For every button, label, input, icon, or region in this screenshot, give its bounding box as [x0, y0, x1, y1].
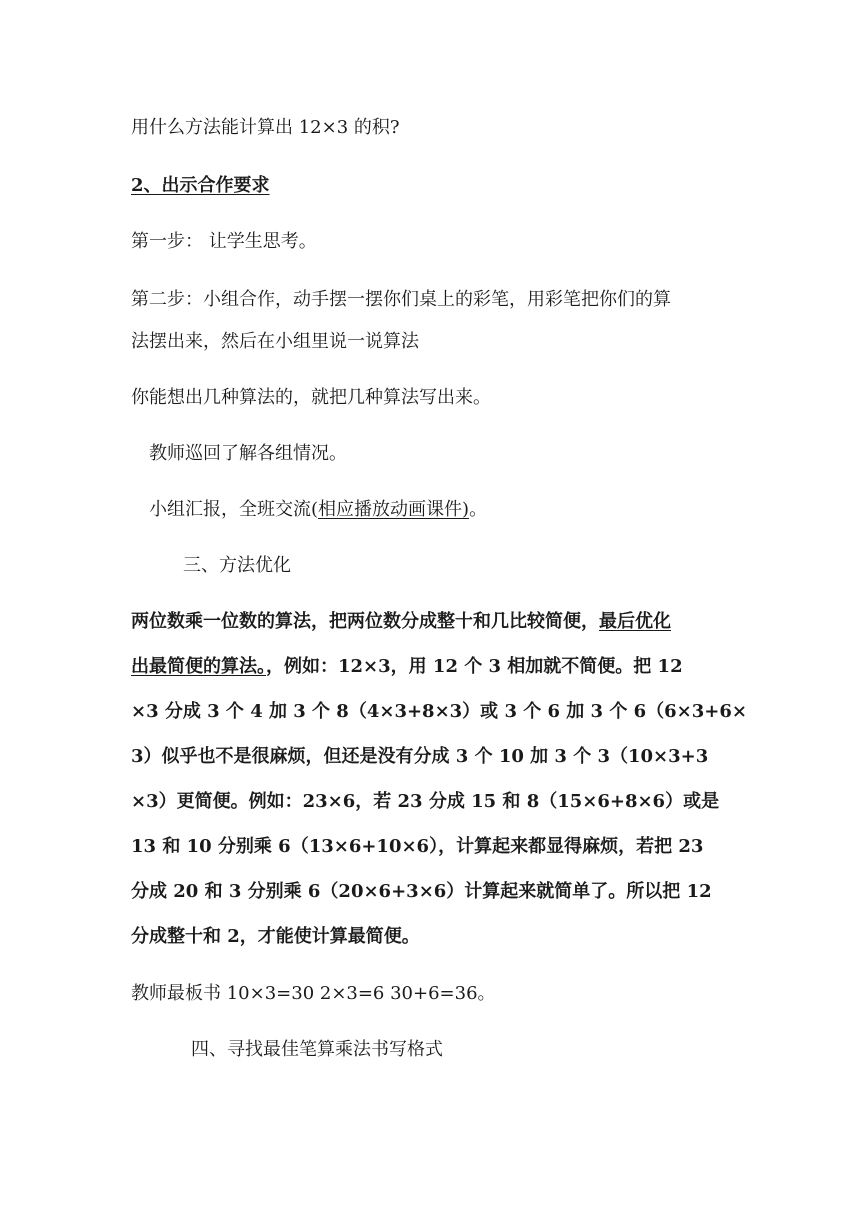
bold-paragraph-line-6: 13 和 10 分别乘 6（13×6+10×6），计算起来都显得麻烦，若把 23: [131, 836, 704, 857]
step-two-line-1: 第二步：小组合作，动手摆一摆你们桌上的彩笔，用彩笔把你们的算: [131, 289, 671, 310]
animation-courseware-link-text: 相应播放动画课件): [318, 499, 470, 520]
bold-paragraph-line-1: [131, 610, 671, 634]
question-line: 用什么方法能计算出 12×3 的积?: [131, 117, 400, 138]
bold-paragraph-line-2: [131, 655, 683, 679]
step-two-line-2: 法摆出来，然后在小组里说一说算法: [131, 331, 419, 352]
section-heading-written-format: 四、寻找最佳笔算乘法书写格式: [191, 1039, 443, 1060]
group-report-text: 小组汇报，全班交流(: [149, 499, 319, 520]
bold-paragraph-line-4: 3）似乎也不是很麻烦，但还是没有分成 3 个 10 加 3 个 3（10×3+3: [131, 746, 709, 767]
step-one: 第一步： 让学生思考。: [131, 231, 317, 252]
bold-paragraph-line-7: 分成 20 和 3 分别乘 6（20×6+3×6）计算起来就简单了。所以把 12: [131, 881, 712, 902]
instruction-line: 你能想出几种算法的，就把几种算法写出来。: [131, 387, 491, 408]
group-report-end: 。: [469, 499, 488, 520]
bold-paragraph-line-5: ×3）更简便。例如：23×6，若 23 分成 15 和 8（15×6+8×6）或是: [131, 791, 720, 812]
bold-text: ，例如：12×3，用 12 个 3 相加就不简便。把 12: [266, 656, 683, 677]
section-heading-method-optimization: 三、方法优化: [183, 555, 291, 576]
bold-text: 两位数乘一位数的算法，把两位数分成整十和几比较简便，: [131, 611, 599, 632]
blackboard-writing-line: 教师最板书 10×3=30 2×3=6 30+6=36。: [131, 983, 496, 1004]
teacher-patrol-line: 教师巡回了解各组情况。: [149, 443, 347, 464]
bold-paragraph-line-3: ×3 分成 3 个 4 加 3 个 8（4×3+8×3）或 3 个 6 加 3 个 6（6×3+6×: [131, 701, 747, 722]
bold-paragraph-line-8: 分成整十和 2，才能使计算最简便。: [131, 926, 420, 947]
section-heading-cooperation: 2、出示合作要求: [131, 175, 270, 196]
underlined-bold-text: 最后优化: [599, 611, 671, 632]
underlined-bold-text: 出最简便的算法。: [131, 656, 266, 677]
group-report-line: [149, 498, 487, 522]
